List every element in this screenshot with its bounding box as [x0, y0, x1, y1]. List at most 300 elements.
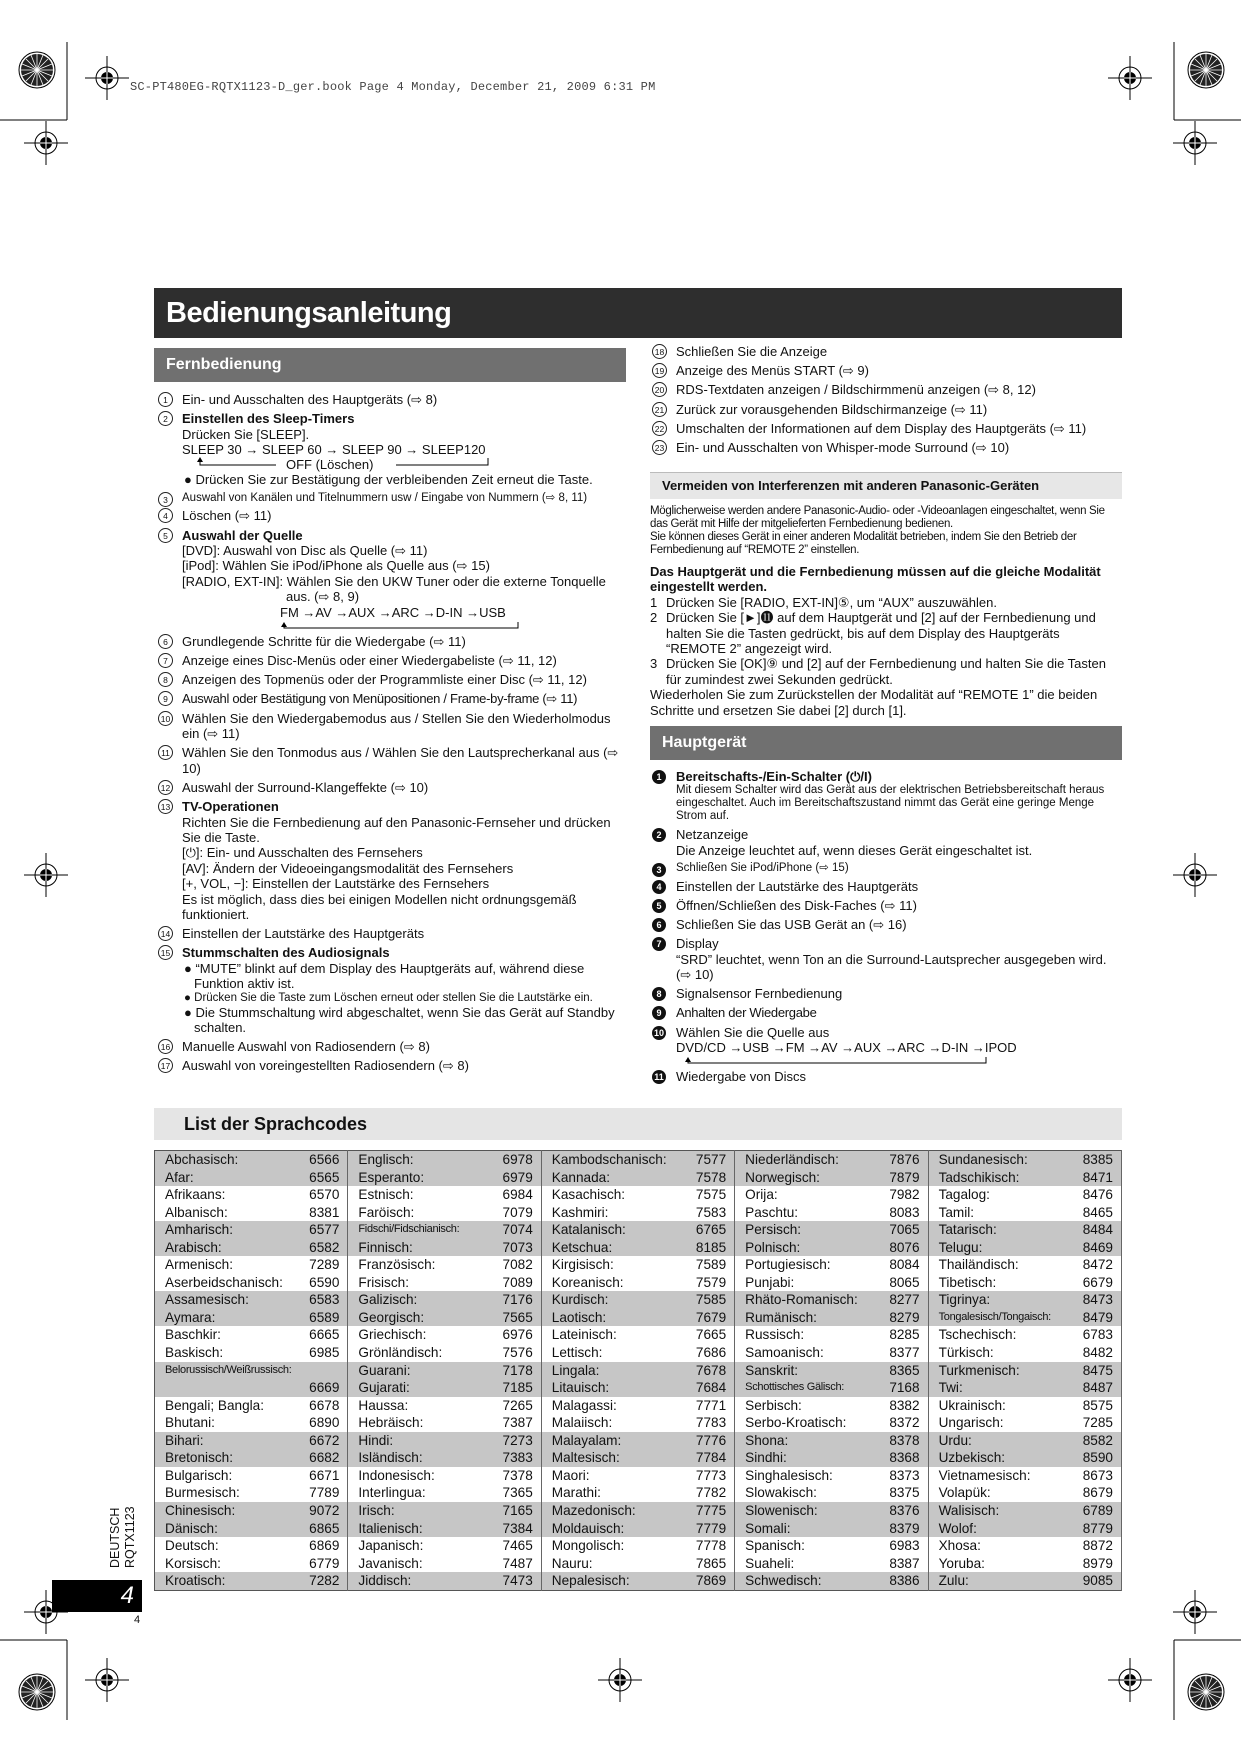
item-text: Umschalten der Informationen auf dem Display des Hauptgeräts (⇨ 11) — [676, 420, 1087, 436]
language-name: Niederländisch: — [735, 1151, 865, 1169]
language-name: Malayalam: — [541, 1432, 671, 1450]
item-10 — [650, 1025, 1122, 1066]
language-code: 6672 — [285, 1432, 348, 1450]
language-name: Slowakisch: — [745, 1485, 817, 1501]
language-name: Tongalesisch/Tongaisch: — [928, 1309, 1058, 1327]
language-code: 8368 — [865, 1449, 928, 1467]
language-code: 7289 — [285, 1256, 348, 1274]
step-3 — [650, 656, 1122, 687]
item-number: 9 — [158, 691, 173, 706]
item-22 — [650, 421, 1122, 436]
item-text: Schließen Sie die Anzeige — [676, 344, 828, 359]
interference-heading: Vermeiden von Interferenzen mit anderen Panasonic-Geräten — [650, 472, 1122, 499]
item-title: TV-Operationen — [182, 799, 279, 815]
language-codes-heading: List der Sprachcodes — [154, 1108, 1122, 1140]
language-code: 7165 — [478, 1502, 541, 1520]
item-line: [iPod]: Wählen Sie iPod/iPhone als Quelle aus (⇨ 15) — [182, 558, 490, 574]
language-name: Bhutani: — [165, 1415, 215, 1431]
table-row — [155, 1221, 1122, 1239]
language-code: 7678 — [671, 1362, 734, 1380]
main-unit-heading: Hauptgerät — [650, 726, 1122, 760]
item-number: 11 — [652, 1070, 666, 1084]
language-name: Maori: — [551, 1467, 590, 1483]
item-20 — [650, 382, 1122, 397]
language-name: Sindhi: — [735, 1449, 865, 1467]
item-text: Auswahl oder Bestätigung von Menüpositionen / Frame-by-frame (⇨ 11) — [182, 691, 578, 707]
language-name: Norwegisch: — [735, 1169, 865, 1187]
item-4 — [650, 879, 1122, 894]
table-row — [155, 1397, 1122, 1415]
language-code: 7789 — [285, 1484, 348, 1502]
item-text: Wählen Sie den Wiedergabemodus aus / Stellen Sie den Wiederholmodus ein (⇨ 11) — [182, 710, 611, 742]
item-1 — [156, 392, 628, 407]
flow-loop — [676, 1055, 1122, 1065]
language-name: Vietnamesisch: — [938, 1467, 1031, 1483]
item-number: 4 — [158, 508, 173, 523]
item-text: Ein- und Ausschalten des Hauptgeräts (⇨ 8) — [182, 392, 438, 407]
language-code: 9085 — [1058, 1572, 1121, 1590]
language-name: Lettisch: — [551, 1345, 603, 1361]
table-row — [155, 1519, 1122, 1537]
language-name: Dänisch: — [155, 1519, 285, 1537]
item-11 — [650, 1069, 1122, 1084]
item-note: Mit diesem Schalter wird das Gerät aus der elektrischen Betriebsbereitschaft heraus eingeschaltet. Auch im Bereitschaftszustand nimmt das Gerät eine geringe Menge Strom auf. — [676, 784, 1105, 823]
language-code: 7282 — [285, 1572, 348, 1590]
language-code: 8385 — [1058, 1151, 1121, 1169]
item-text: Netzanzeige — [676, 827, 749, 843]
language-code: 8386 — [865, 1572, 928, 1590]
language-code: 6577 — [285, 1221, 348, 1239]
language-name: Tagalog: — [938, 1187, 990, 1203]
item-number: 22 — [652, 421, 667, 436]
language-code: 7865 — [671, 1555, 734, 1573]
language-name: Ketschua: — [541, 1239, 671, 1257]
language-name: Kambodschanisch: — [541, 1151, 671, 1169]
language-code: 8472 — [1058, 1256, 1121, 1274]
language-code: 6679 — [1058, 1274, 1121, 1292]
language-code: 8779 — [1058, 1519, 1121, 1537]
step-2 — [650, 610, 1122, 656]
language-name: Persisch: — [735, 1221, 865, 1239]
item-text: Signalsensor Fernbedienung — [676, 986, 843, 1002]
item-11 — [156, 745, 628, 776]
item-5 — [156, 528, 628, 630]
language-code: 6765 — [671, 1221, 734, 1239]
language-code: 9072 — [285, 1502, 348, 1520]
item-bullet: ● Drücken Sie zur Bestätigung der verbleibenden Zeit erneut die Taste. — [184, 472, 593, 488]
table-row — [155, 1151, 1122, 1169]
language-name: Lingala: — [541, 1362, 671, 1380]
table-row — [155, 1186, 1122, 1204]
language-code: 8375 — [865, 1484, 928, 1502]
item-number: 5 — [652, 899, 666, 913]
interference-section — [650, 505, 1122, 718]
table-row — [155, 1502, 1122, 1520]
item-8 — [650, 986, 1122, 1001]
item-line: [DVD]: Auswahl von Disc als Quelle (⇨ 11) — [182, 543, 428, 559]
item-number: 10 — [653, 1027, 664, 1038]
item-line: Es ist möglich, dass dies bei einigen Modellen nicht ordnungsgemäß funktioniert. — [182, 891, 577, 922]
item-number: 14 — [158, 926, 173, 941]
item-number: 8 — [158, 672, 173, 687]
item-title: Bereitschafts-/Ein-Schalter (⏻/I) — [676, 769, 872, 784]
language-code: 8872 — [1058, 1537, 1121, 1555]
language-name: Abchasisch: — [155, 1151, 285, 1169]
language-code: 6984 — [478, 1186, 541, 1204]
language-code: 6983 — [865, 1537, 928, 1555]
language-name: Deutsch: — [165, 1538, 219, 1554]
language-code: 7585 — [671, 1291, 734, 1309]
item-number: 3 — [652, 863, 666, 877]
language-code: 7679 — [671, 1309, 734, 1327]
item-number: 18 — [652, 344, 667, 359]
table-row — [155, 1326, 1122, 1344]
language-code: 8378 — [865, 1432, 928, 1450]
language-code: 7178 — [478, 1362, 541, 1380]
language-code: 7686 — [671, 1344, 734, 1362]
language-code: 7784 — [671, 1449, 734, 1467]
language-code: 7579 — [671, 1274, 734, 1292]
item-text: Anzeigen des Topmenüs oder der Programmliste einer Disc (⇨ 11, 12) — [182, 672, 587, 688]
language-name: Somali: — [735, 1519, 865, 1537]
language-code: 8076 — [865, 1239, 928, 1257]
language-name: Kirgisisch: — [551, 1257, 614, 1273]
item-17 — [156, 1058, 628, 1073]
interference-intro-2: Sie können dieses Gerät in einer anderen Modalität betrieben, indem Sie den Betrieb der Fernbedienung auf “REMOTE 2” einstellen. — [650, 531, 1077, 556]
loop-arrow — [182, 457, 628, 472]
item-text: Manuelle Auswahl von Radiosendern (⇨ 8) — [182, 1039, 430, 1055]
table-row — [155, 1414, 1122, 1432]
interference-outro: Wiederholen Sie zum Zurückstellen der Modalität auf “REMOTE 1” die beiden Schritte und ersetzen Sie dabei [2] durch [1]. — [650, 687, 1098, 718]
item-6 — [650, 917, 1122, 932]
language-name: Kashmiri: — [551, 1204, 609, 1220]
language-code: 7778 — [671, 1537, 734, 1555]
item-number: 11 — [158, 745, 173, 760]
item-bullet: ● “MUTE” blinkt auf dem Display des Hauptgeräts auf, während diese Funktion aktiv ist. — [184, 960, 585, 992]
language-code: 8476 — [1058, 1186, 1121, 1204]
language-name: Turkmenisch: — [928, 1362, 1058, 1380]
item-19 — [650, 363, 1122, 378]
item-3 — [156, 492, 628, 505]
language-name: Burmesisch: — [165, 1485, 240, 1501]
table-row — [155, 1484, 1122, 1502]
item-4 — [156, 508, 628, 523]
item-5 — [650, 898, 1122, 913]
item-text: Löschen (⇨ 11) — [182, 508, 272, 524]
step-number: 1 — [650, 594, 658, 610]
item-title: Einstellen des Sleep-Timers — [182, 411, 355, 427]
language-name: Paschtu: — [745, 1204, 799, 1220]
language-code: 6671 — [285, 1467, 348, 1485]
language-name: Zulu: — [928, 1572, 1058, 1590]
language-code: 7079 — [478, 1204, 541, 1222]
item-text: Wählen Sie den Tonmodus aus / Wählen Sie den Lautsprecherkanal aus (⇨ 10) — [182, 745, 619, 776]
language-code: 8285 — [865, 1326, 928, 1344]
item-number: 1 — [158, 392, 173, 407]
interference-steps — [650, 595, 1122, 687]
item-number: 6 — [158, 634, 173, 649]
remote-heading: Fernbedienung — [154, 348, 626, 382]
language-code: 7879 — [865, 1169, 928, 1187]
language-name: Polnisch: — [735, 1239, 865, 1257]
step-text: Drücken Sie [RADIO, EXT-IN]⑤, um “AUX” auszuwählen. — [666, 594, 997, 610]
language-name: Hindi: — [348, 1432, 478, 1450]
item-18 — [650, 344, 1122, 359]
language-code: 8372 — [865, 1414, 928, 1432]
item-number: 9 — [652, 1006, 666, 1020]
language-code: 7487 — [478, 1555, 541, 1573]
language-name: Kurdisch: — [541, 1291, 671, 1309]
language-name: Rhäto-Romanisch: — [735, 1291, 865, 1309]
item-2 — [650, 827, 1122, 858]
language-name: Shona: — [735, 1432, 865, 1450]
language-code: 8673 — [1058, 1467, 1121, 1485]
language-code: 7074 — [478, 1221, 541, 1239]
language-name: Telugu: — [928, 1239, 1058, 1257]
language-name: Volapük: — [938, 1485, 991, 1501]
language-code: 8279 — [865, 1309, 928, 1327]
language-code: 6783 — [1058, 1326, 1121, 1344]
table-row — [155, 1537, 1122, 1555]
language-code: 7783 — [671, 1414, 734, 1432]
table-row — [155, 1344, 1122, 1362]
item-text: Öffnen/Schließen des Disk-Faches (⇨ 11) — [676, 897, 917, 913]
item-7 — [650, 936, 1122, 982]
item-6 — [156, 634, 628, 649]
language-code: 7776 — [671, 1432, 734, 1450]
language-name: Orija: — [745, 1187, 778, 1203]
language-name: Interlingua: — [358, 1485, 426, 1501]
item-text: Schließen Sie das USB Gerät an (⇨ 16) — [676, 917, 907, 933]
language-name — [155, 1379, 285, 1397]
language-code: 8575 — [1058, 1397, 1121, 1415]
language-name: Malaiisch: — [551, 1415, 613, 1431]
language-code: 8582 — [1058, 1432, 1121, 1450]
language-name: Arabisch: — [155, 1239, 285, 1257]
language-name: Uzbekisch: — [928, 1449, 1058, 1467]
language-code: 8471 — [1058, 1169, 1121, 1187]
flow-sequence: FM →AV →AUX →ARC →D-IN →USB — [280, 604, 506, 620]
language-code: 7387 — [478, 1414, 541, 1432]
language-code: 6976 — [478, 1326, 541, 1344]
language-name: Tatarisch: — [928, 1221, 1058, 1239]
item-3 — [650, 862, 1122, 875]
language-code: 7589 — [671, 1256, 734, 1274]
item-title: Auswahl der Quelle — [182, 527, 303, 543]
language-name: Schwedisch: — [735, 1572, 865, 1590]
language-code: 7575 — [671, 1186, 734, 1204]
table-row — [155, 1309, 1122, 1327]
language-code: 7176 — [478, 1291, 541, 1309]
item-number: 6 — [652, 918, 666, 932]
item-number: 7 — [652, 937, 666, 951]
language-name: Twi: — [928, 1379, 1058, 1397]
language-code: 7665 — [671, 1326, 734, 1344]
interference-note: Das Hauptgerät und die Fernbedienung müssen auf die gleiche Modalität eingestellt werden. — [650, 564, 1101, 595]
language-name: Slowenisch: — [735, 1502, 865, 1520]
item-text: Einstellen der Lautstärke des Hauptgeräts — [182, 926, 425, 942]
language-name: Faröisch: — [358, 1204, 415, 1220]
language-name: Estnisch: — [358, 1187, 414, 1203]
item-subtext: Die Anzeige leuchtet auf, wenn dieses Gerät eingeschaltet ist. — [676, 842, 1033, 858]
language-name: Kasachisch: — [551, 1187, 626, 1203]
table-row — [155, 1274, 1122, 1292]
item-7 — [156, 653, 628, 668]
language-name: Lateinisch: — [551, 1327, 617, 1343]
language-name: Serbo-Kroatisch: — [745, 1415, 847, 1431]
item-indent: aus. (⇨ 8, 9) — [286, 589, 360, 605]
item-line: [AV]: Ändern der Videoeingangsmodalität des Fernsehers — [182, 860, 514, 876]
language-code: 6589 — [285, 1309, 348, 1327]
language-name: Frisisch: — [358, 1274, 409, 1290]
language-code: 7265 — [478, 1397, 541, 1415]
item-number: 1 — [652, 770, 666, 784]
language-code: 7465 — [478, 1537, 541, 1555]
language-name: Punjabi: — [745, 1274, 795, 1290]
item-line: SLEEP 30 → SLEEP 60 → SLEEP 90 → SLEEP120 — [182, 442, 486, 458]
language-name: Isländisch: — [348, 1449, 478, 1467]
language-code: 7775 — [671, 1502, 734, 1520]
language-name: Xhosa: — [938, 1538, 981, 1554]
item-text: RDS-Textdaten anzeigen / Bildschirmmenü anzeigen (⇨ 8, 12) — [676, 382, 1036, 398]
language-codes-table — [154, 1150, 1122, 1591]
item-text: Anzeige eines Disc-Menüs oder einer Wiedergabeliste (⇨ 11, 12) — [182, 653, 557, 669]
table-row — [155, 1204, 1122, 1222]
language-code: 7082 — [478, 1256, 541, 1274]
language-name: Malagassi: — [551, 1397, 617, 1413]
language-name: Mazedonisch: — [541, 1502, 671, 1520]
language-code: 6682 — [285, 1449, 348, 1467]
item-number: 3 — [158, 492, 173, 507]
language-code: 7773 — [671, 1467, 734, 1485]
item-line: [RADIO, EXT-IN]: Wählen Sie den UKW Tuner oder die externe Tonquelle — [182, 573, 606, 589]
language-code: 8382 — [865, 1397, 928, 1415]
item-text: Anzeige des Menüs START (⇨ 9) — [676, 363, 869, 379]
item-bullet: ● Drücken Sie die Taste zum Löschen erneut oder stellen Sie die Lautstärke ein. — [184, 991, 593, 1004]
side-label-language: DEUTSCH — [108, 1507, 122, 1568]
item-number: 2 — [652, 828, 666, 842]
language-name: Galizisch: — [348, 1291, 478, 1309]
language-code: 8377 — [865, 1344, 928, 1362]
language-code: 7285 — [1058, 1414, 1121, 1432]
language-name: Esperanto: — [348, 1169, 478, 1187]
language-name: Singhalesisch: — [745, 1467, 833, 1483]
language-name: Japanisch: — [358, 1538, 424, 1554]
language-name: Serbisch: — [745, 1397, 802, 1413]
language-name: Türkisch: — [938, 1345, 994, 1361]
language-name: Bengali; Bangla: — [165, 1397, 265, 1413]
language-name: Italienisch: — [348, 1519, 478, 1537]
language-code: 8484 — [1058, 1221, 1121, 1239]
item-16 — [156, 1039, 628, 1054]
flow-loop — [182, 620, 628, 630]
language-name: Samoanisch: — [745, 1345, 824, 1361]
item-text: Ein- und Ausschalten von Whisper-mode Surround (⇨ 10) — [676, 440, 1010, 456]
item-number: 8 — [652, 987, 666, 1001]
language-name: Bretonisch: — [155, 1449, 285, 1467]
table-row — [155, 1432, 1122, 1450]
step-1 — [650, 595, 1122, 610]
item-text: Wiedergabe von Discs — [676, 1069, 807, 1085]
language-name: Ukrainisch: — [938, 1397, 1006, 1413]
item-text: Anhalten der Wiedergabe — [676, 1005, 817, 1021]
language-name: Sanskrit: — [735, 1362, 865, 1380]
flow-loop-line — [280, 622, 660, 632]
item-text: Einstellen der Lautstärke des Hauptgeräts — [676, 878, 919, 894]
language-code: 7383 — [478, 1449, 541, 1467]
item-line: [+, VOL, −]: Einstellen der Lautstärke des Fernsehers — [182, 876, 490, 892]
language-name: Laotisch: — [541, 1309, 671, 1327]
language-name: Armenisch: — [165, 1257, 233, 1273]
language-name: Griechisch: — [358, 1327, 427, 1343]
language-name: Kannada: — [541, 1169, 671, 1187]
language-code: 7876 — [865, 1151, 928, 1169]
language-name: Koreanisch: — [551, 1274, 624, 1290]
language-name: Chinesisch: — [155, 1502, 285, 1520]
language-code: 7565 — [478, 1309, 541, 1327]
item-9 — [650, 1005, 1122, 1020]
language-name: Bulgarisch: — [165, 1467, 233, 1483]
language-code: 7185 — [478, 1379, 541, 1397]
language-code: 7779 — [671, 1519, 734, 1537]
language-code: 7073 — [478, 1239, 541, 1257]
language-code: 8083 — [865, 1204, 928, 1222]
language-name: Sundanesisch: — [928, 1151, 1058, 1169]
language-name: Belorussisch/Weißrussisch: — [155, 1362, 348, 1380]
language-name: Gujarati: — [348, 1379, 478, 1397]
item-number: 15 — [158, 945, 173, 960]
language-code: 6978 — [478, 1151, 541, 1169]
item-number: 23 — [652, 440, 667, 455]
language-name: Jiddisch: — [348, 1572, 478, 1590]
language-name: Litauisch: — [541, 1379, 671, 1397]
language-name: Assamesisch: — [155, 1291, 285, 1309]
language-name: Englisch: — [348, 1151, 478, 1169]
interference-intro-1: Möglicherweise werden andere Panasonic-Audio- oder -Videoanlagen eingeschaltet, wenn Sie das Gerät mit Hilfe der mitgelieferten Fernbedienung bedienen. — [650, 505, 1105, 530]
table-row — [155, 1169, 1122, 1187]
item-bullet: ● Die Stummschaltung wird abgeschaltet, wenn Sie das Gerät auf Standby schalten. — [184, 1004, 615, 1035]
item-number: 5 — [158, 528, 173, 543]
item-subtext: “SRD” leuchtet, wenn Ton an die Surround-Lautsprecher ausgegeben wird. (⇨ 10) — [676, 951, 1107, 983]
language-name: Tadschikisch: — [928, 1169, 1058, 1187]
language-name: Rumänisch: — [735, 1309, 865, 1327]
language-code: 7273 — [478, 1432, 541, 1450]
language-code: 8482 — [1058, 1344, 1121, 1362]
language-code: 6590 — [285, 1274, 348, 1292]
step-text: Drücken Sie [►]⓫ auf dem Hauptgerät und [2] auf der Fernbedienung und halten Sie die Tasten gedrückt, bis auf dem Display des Hauptgeräts “REMOTE 2” angezeigt wird. — [666, 610, 1096, 657]
item-2 — [156, 411, 628, 488]
language-name: Finnisch: — [348, 1239, 478, 1257]
bullet-text: Die Stummschaltung wird abgeschaltet, wenn Sie das Gerät auf Standby schalten. — [194, 1004, 615, 1035]
language-name: Albanisch: — [165, 1204, 228, 1220]
language-code: 8084 — [865, 1256, 928, 1274]
language-code: 7583 — [671, 1204, 734, 1222]
language-name: Walisisch: — [928, 1502, 1058, 1520]
item-number: 20 — [652, 382, 667, 397]
language-code: 7576 — [478, 1344, 541, 1362]
item-number: 13 — [158, 799, 173, 814]
item-13 — [156, 799, 628, 922]
table-row — [155, 1572, 1122, 1590]
language-name: Irisch: — [348, 1502, 478, 1520]
step-number: 2 — [650, 610, 658, 626]
language-code: 7782 — [671, 1484, 734, 1502]
language-name: Korsisch: — [165, 1555, 221, 1571]
language-name: Urdu: — [928, 1432, 1058, 1450]
item-number: 21 — [652, 402, 667, 417]
language-code: 6985 — [285, 1344, 348, 1362]
language-code: 8475 — [1058, 1362, 1121, 1380]
